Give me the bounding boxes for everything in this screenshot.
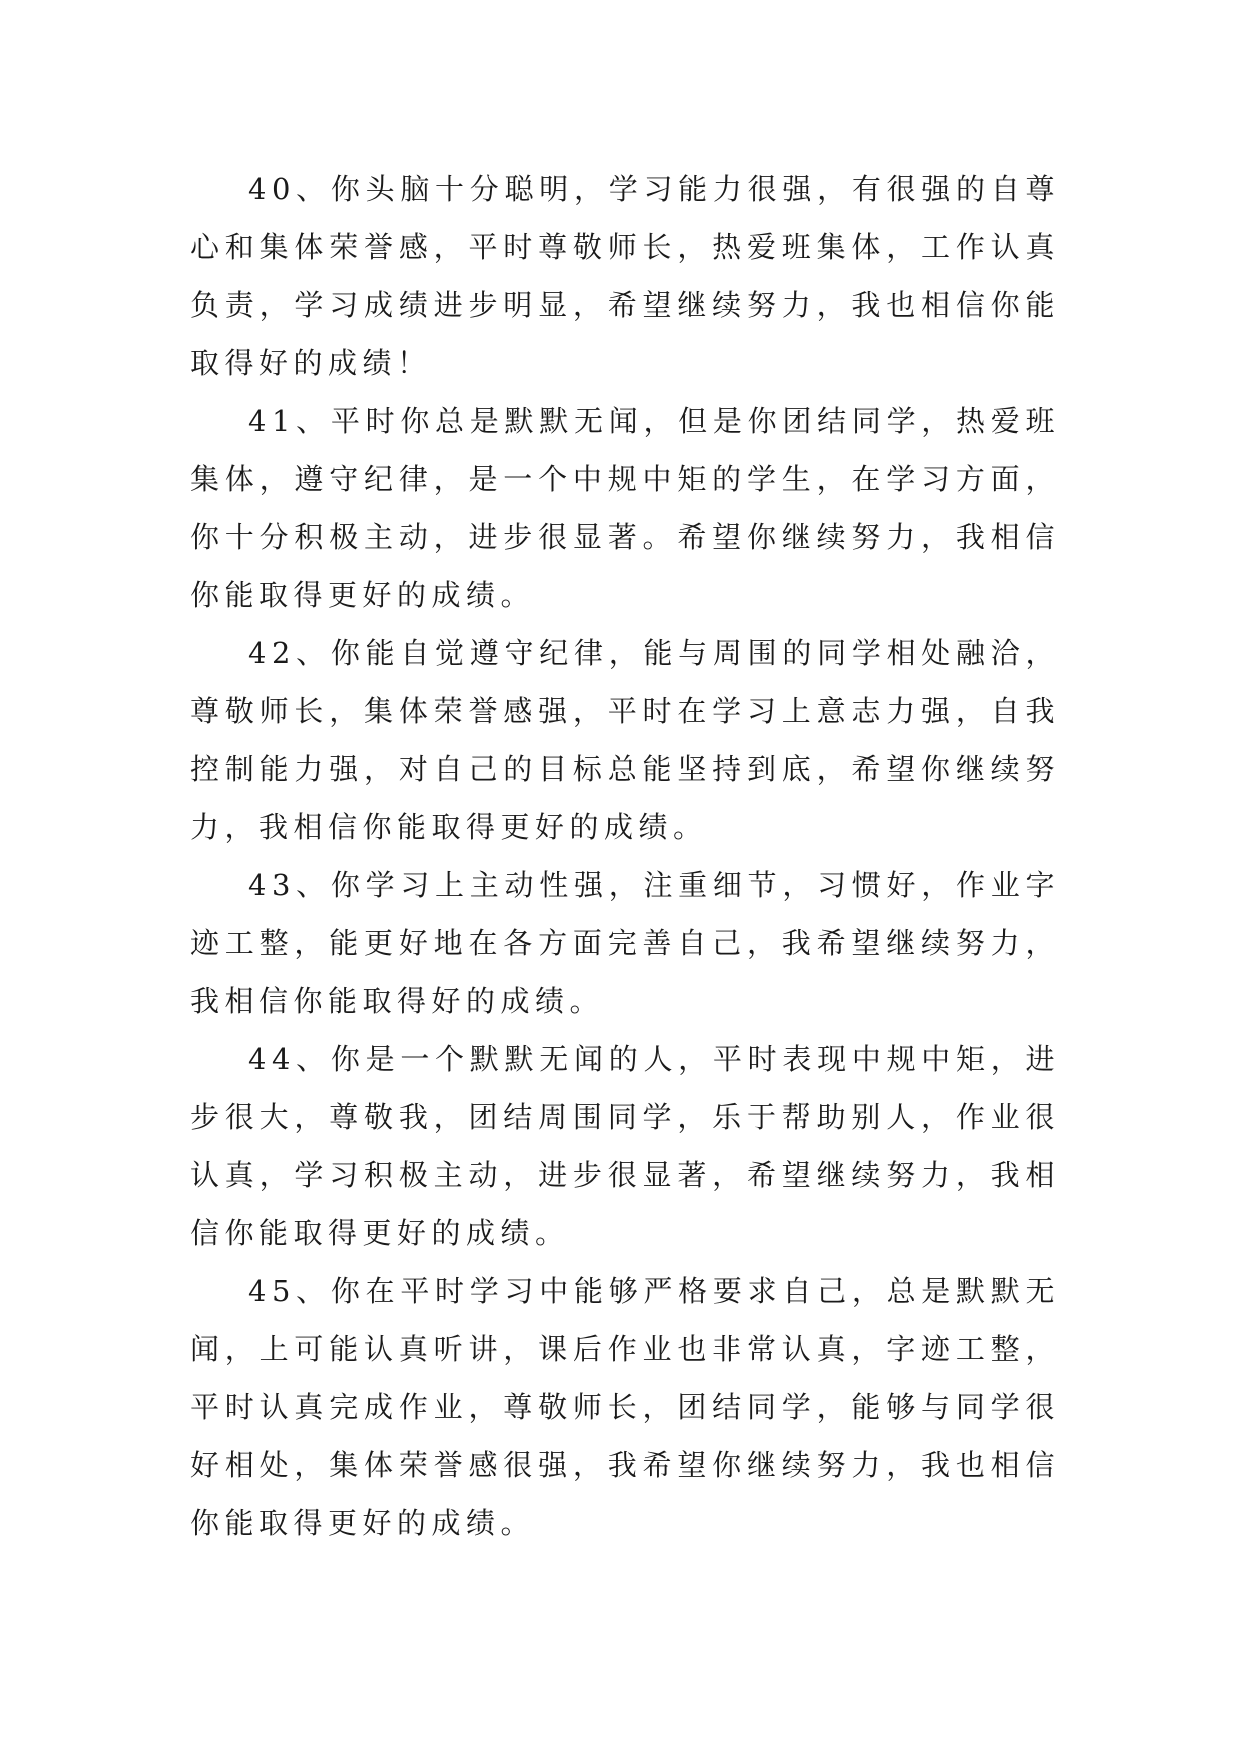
document-body	[190, 160, 1060, 1552]
comment-paragraph-44: 44、你是一个默默无闻的人，平时表现中规中矩，进步很大，尊敬我，团结周围同学，乐于帮助别人，作业很认真，学习积极主动，进步很显著，希望继续努力，我相信你能取得更好的成绩。	[190, 1042, 1060, 1250]
comment-paragraph-43: 43、你学习上主动性强，注重细节，习惯好，作业字迹工整，能更好地在各方面完善自己，我希望继续努力，我相信你能取得好的成绩。	[190, 868, 1060, 1018]
comment-paragraph-45: 45、你在平时学习中能够严格要求自己，总是默默无闻，上可能认真听讲，课后作业也非常认真，字迹工整，平时认真完成作业，尊敬师长，团结同学，能够与同学很好相处，集体荣誉感很强，我希望你继续努力，我也相信你能取得更好的成绩。	[190, 1274, 1060, 1540]
comment-paragraph-41: 41、平时你总是默默无闻，但是你团结同学，热爱班集体，遵守纪律，是一个中规中矩的学生，在学习方面，你十分积极主动，进步很显著。希望你继续努力，我相信你能取得更好的成绩。	[190, 404, 1060, 612]
comment-paragraph-40: 40、你头脑十分聪明，学习能力很强，有很强的自尊心和集体荣誉感，平时尊敬师长，热爱班集体，工作认真负责，学习成绩进步明显，希望继续努力，我也相信你能取得好的成绩！	[190, 172, 1060, 380]
comment-paragraph-42: 42、你能自觉遵守纪律，能与周围的同学相处融洽，尊敬师长，集体荣誉感强，平时在学习上意志力强，自我控制能力强，对自己的目标总能坚持到底，希望你继续努力，我相信你能取得更好的成绩。	[190, 636, 1060, 844]
